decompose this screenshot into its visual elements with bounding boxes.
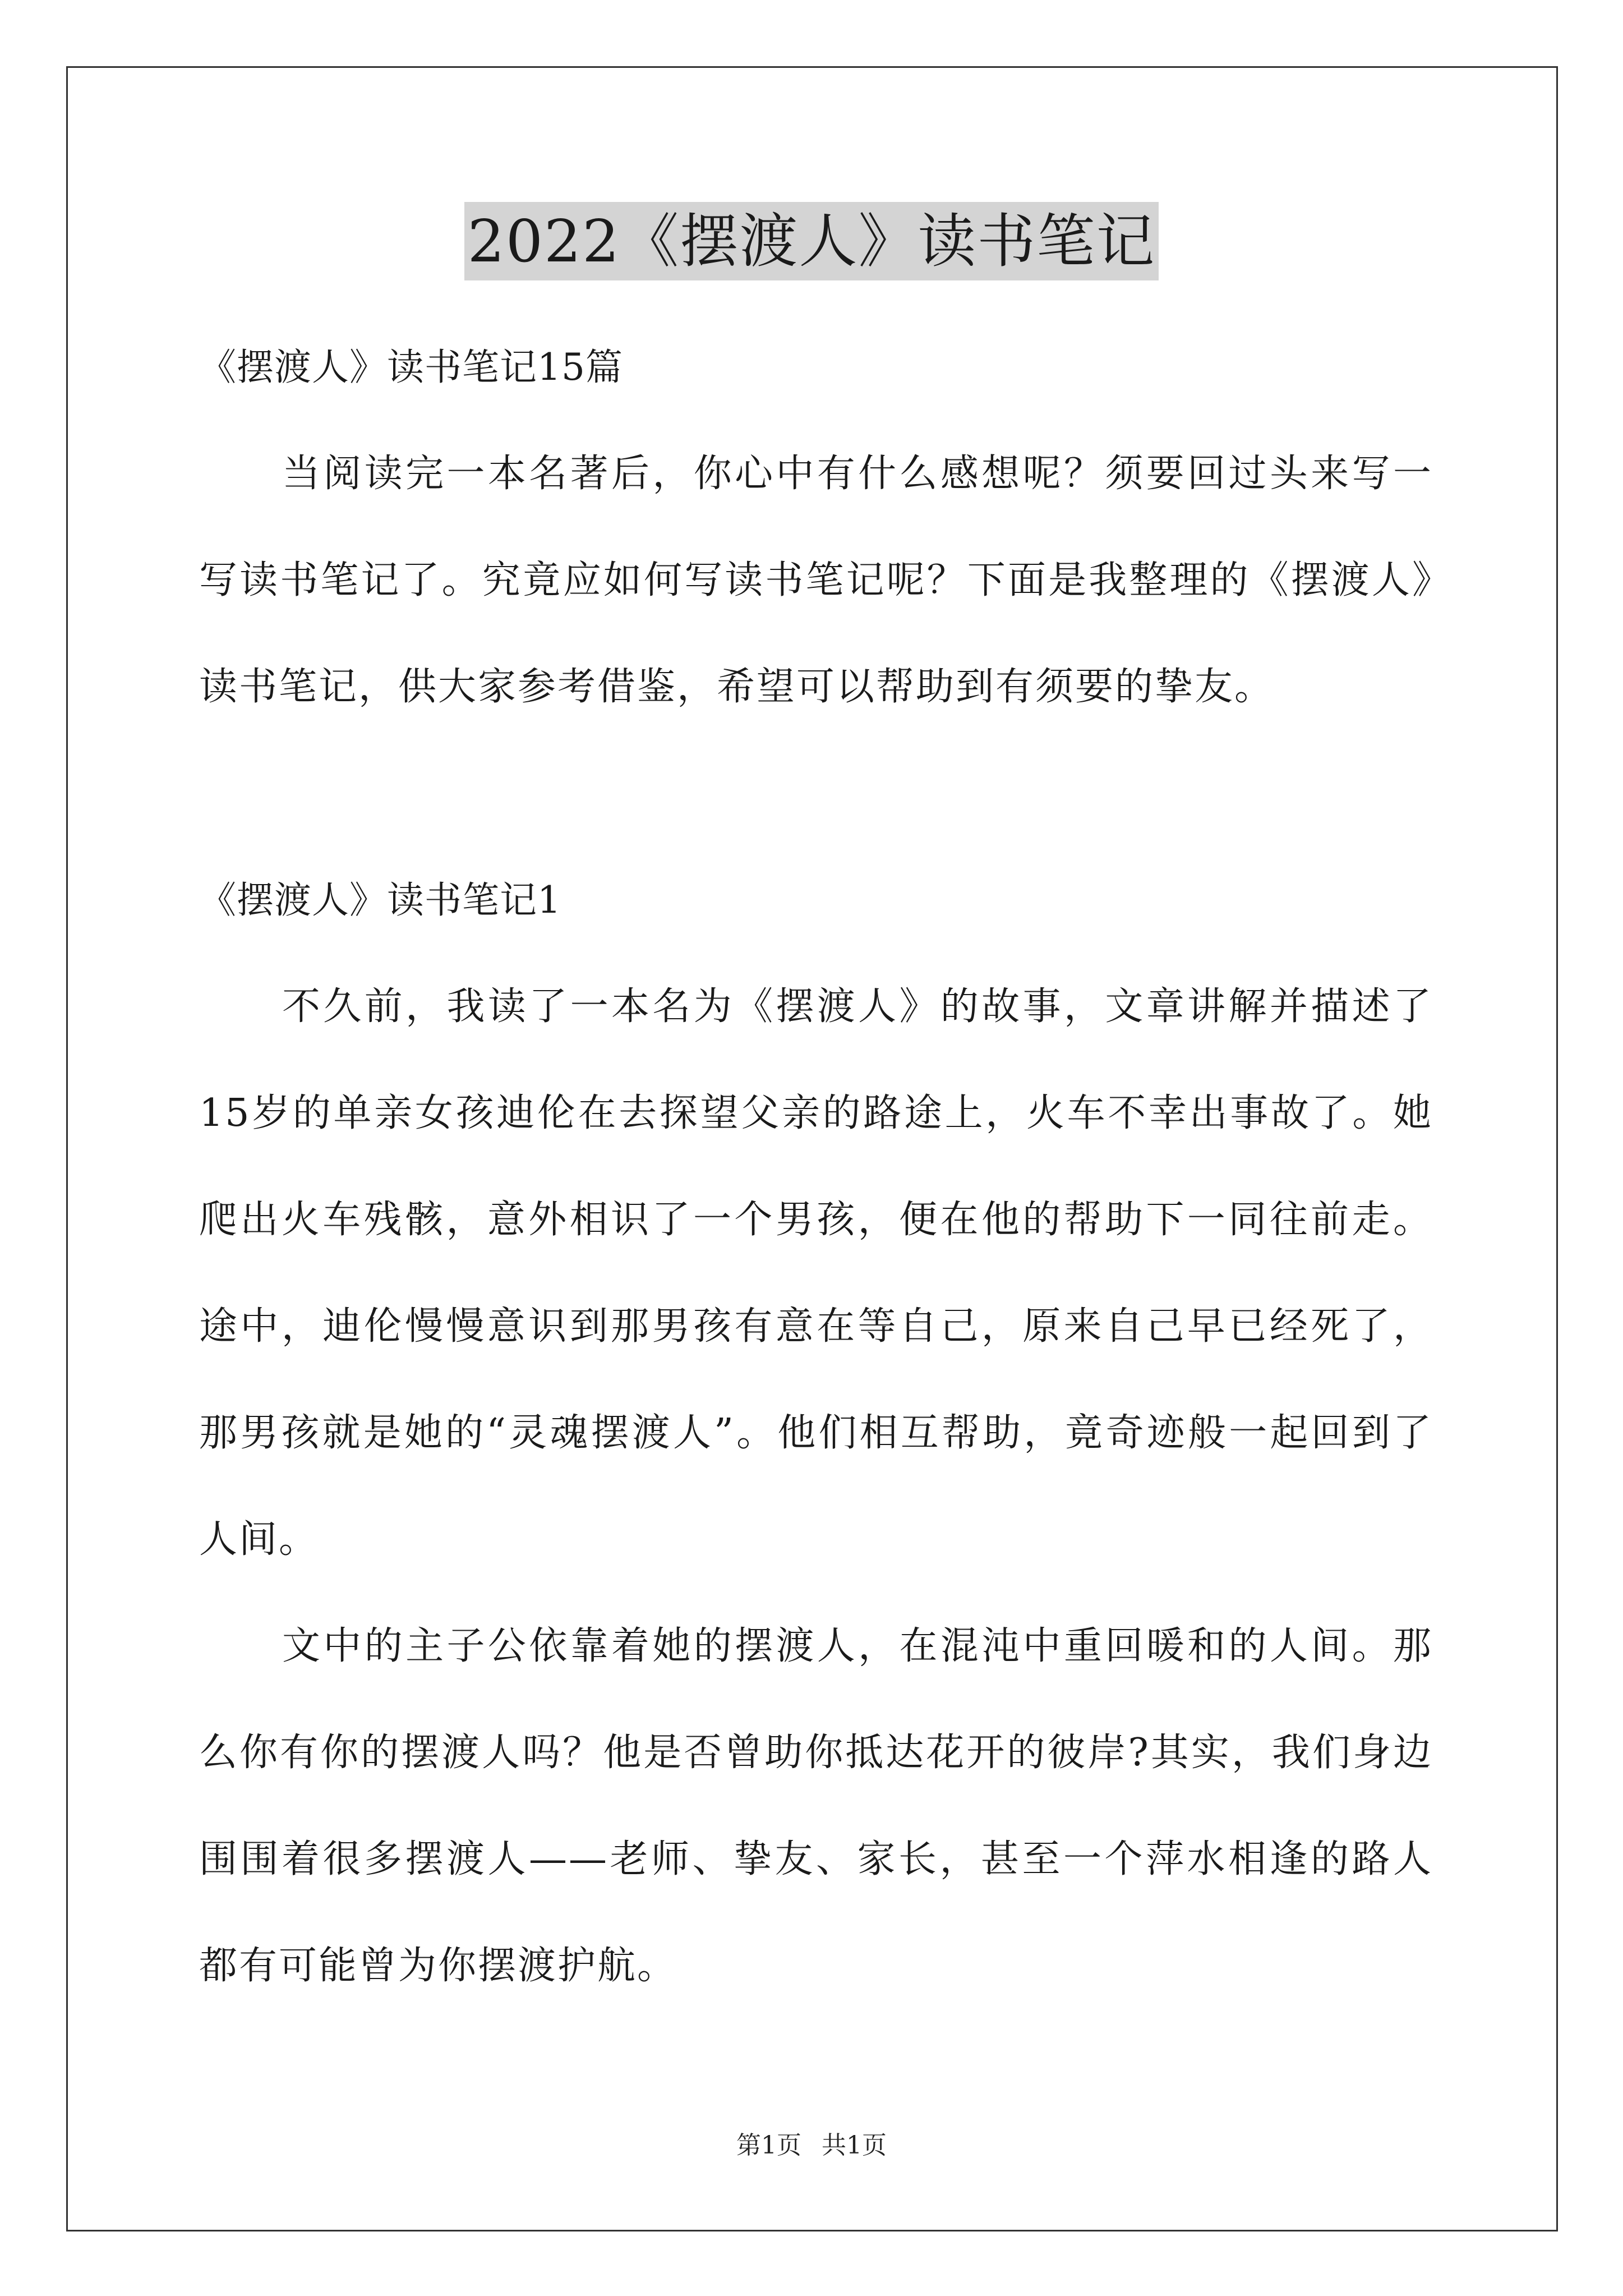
intro-paragraph: 当阅读完一本名著后，你心中有什么感想呢？须要回过头来写一写读书笔记了。究竟应如何写读书笔记呢？下面是我整理的《摆渡人》读书笔记，供大家参考借鉴，希望可以帮助到有须要的挚友。 [199,452,1433,709]
page-number: 第1页 [736,2131,801,2160]
body-paragraph-2: 文中的主子公依靠着她的摆渡人，在混沌中重回暖和的人间。那么你有你的摆渡人吗？他是否曾助你抵达花开的彼岸?其实，我们身边围围着很多摆渡人——老师、挚友、家长，甚至一个萍水相逢的路人都有可能曾为你摆渡护航。 [199,1624,1433,1988]
page-total: 共1页 [822,2131,887,2160]
page-footer [0,2129,1623,2162]
title-container [0,202,1623,280]
document-body [199,314,1433,2019]
paragraph-spacer [199,740,1433,847]
collection-heading: 《摆渡人》读书笔记15篇 [199,346,623,389]
section-heading: 《摆渡人》读书笔记1 [199,878,561,922]
body-paragraph-1: 不久前，我读了一本名为《摆渡人》的故事，文章讲解并描述了15岁的单亲女孩迪伦在去探望父亲的路途上，火车不幸出事故了。她爬出火车残骸，意外相识了一个男孩，便在他的帮助下一同往前走。途中，迪伦慢慢意识到那男孩有意在等自己，原来自己早已经死了，那男孩就是她的“灵魂摆渡人”。他们相互帮助，竟奇迹般一起回到了人间。 [199,984,1433,1562]
document-title: 2022《摆渡人》读书笔记 [464,202,1159,280]
